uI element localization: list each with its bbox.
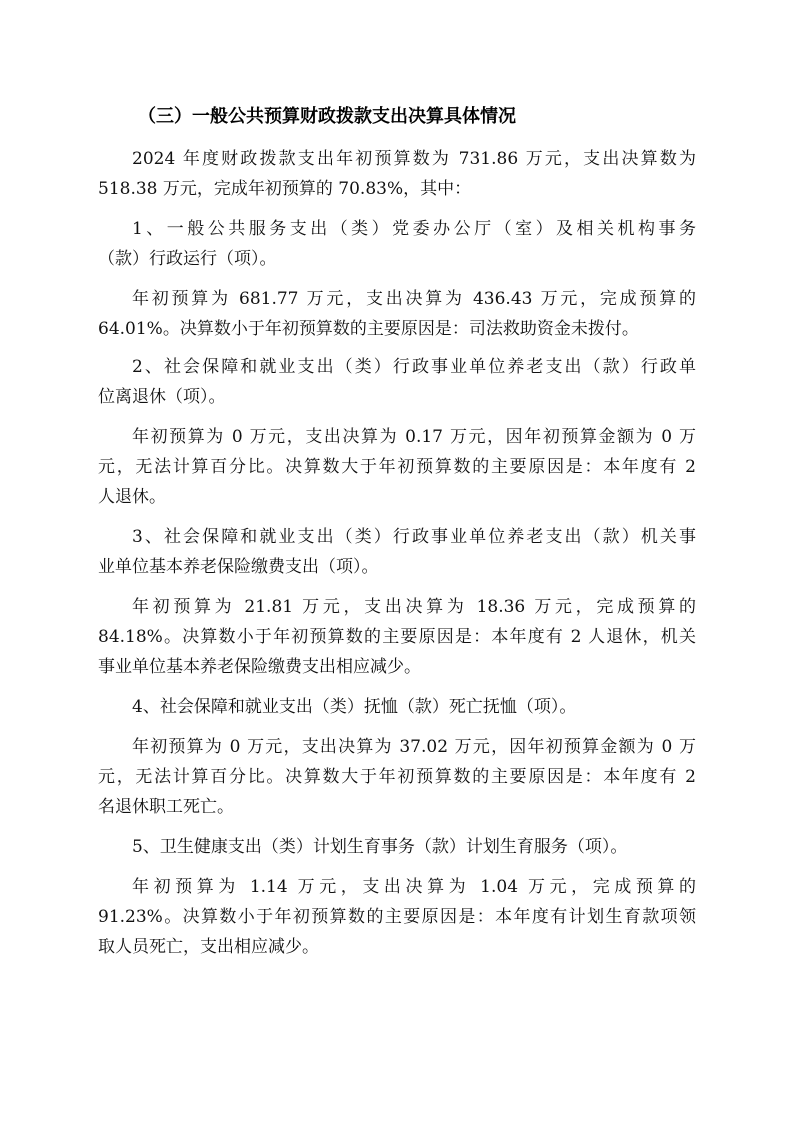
paragraph-line: 取人员死亡，支出相应减少。 xyxy=(98,937,319,957)
paragraph-line: 事业单位基本养老保险缴费支出相应减少。 xyxy=(98,657,421,677)
paragraph-line: 4、社会保障和就业支出（类）抚恤（款）死亡抚恤（项）。 xyxy=(132,697,577,717)
paragraph-line: 年初预算为 1.14 万元，支出决算为 1.04 万元，完成预算的 xyxy=(132,877,696,897)
paragraph-line: 518.38 万元，完成年初预算的 70.83%，其中： xyxy=(98,179,472,199)
paragraph-line: 人退休。 xyxy=(98,487,166,507)
section-heading: （三）一般公共预算财政拨款支出决算具体情况 xyxy=(138,106,516,127)
paragraph-line: 名退休职工死亡。 xyxy=(98,797,234,817)
paragraph-line: 3、社会保障和就业支出（类）行政事业单位养老支出（款）机关事 xyxy=(132,527,696,547)
paragraph-line: 元，无法计算百分比。决算数大于年初预算数的主要原因是：本年度有 2 xyxy=(98,457,696,477)
paragraph-line: （款）行政运行（项）。 xyxy=(98,249,277,269)
paragraph-line: 业单位基本养老保险缴费支出（项）。 xyxy=(98,557,379,577)
paragraph-line: 年初预算为 0 万元，支出决算为 37.02 万元，因年初预算金额为 0 万 xyxy=(132,737,696,757)
paragraph-line: 2024 年度财政拨款支出年初预算数为 731.86 万元，支出决算数为 xyxy=(132,149,696,169)
paragraph-line: 64.01%。决算数小于年初预算数的主要原因是：司法救助资金未拨付。 xyxy=(98,319,639,339)
paragraph-line: 2、社会保障和就业支出（类）行政事业单位养老支出（款）行政单 xyxy=(132,357,696,377)
paragraph-line: 84.18%。决算数小于年初预算数的主要原因是：本年度有 2 人退休，机关 xyxy=(98,627,696,647)
paragraph-line: 5、卫生健康支出（类）计划生育事务（款）计划生育服务（项）。 xyxy=(132,837,628,857)
paragraph-line: 元，无法计算百分比。决算数大于年初预算数的主要原因是：本年度有 2 xyxy=(98,767,696,787)
paragraph-line: 年初预算为 0 万元，支出决算为 0.17 万元，因年初预算金额为 0 万 xyxy=(132,427,696,447)
paragraph-line: 位离退休（项）。 xyxy=(98,387,226,407)
paragraph-line: 1、一般公共服务支出（类）党委办公厅（室）及相关机构事务 xyxy=(132,219,696,239)
paragraph-line: 91.23%。决算数小于年初预算数的主要原因是：本年度有计划生育款项领 xyxy=(98,907,696,927)
paragraph-line: 年初预算为 21.81 万元，支出决算为 18.36 万元，完成预算的 xyxy=(132,597,696,617)
paragraph-line: 年初预算为 681.77 万元，支出决算为 436.43 万元，完成预算的 xyxy=(132,289,696,309)
